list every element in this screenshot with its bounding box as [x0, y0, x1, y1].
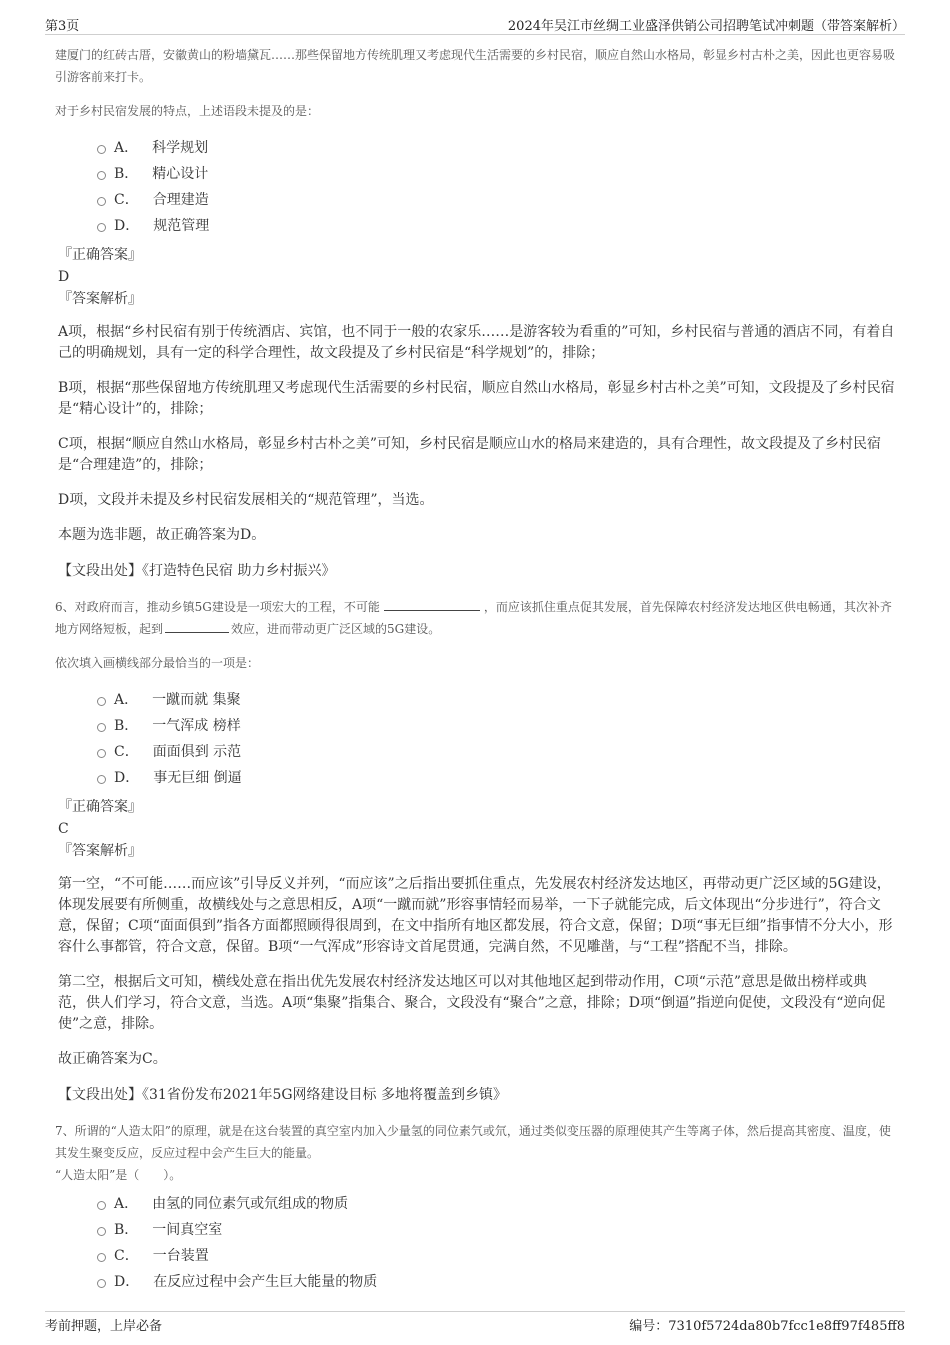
q6-analysis-label: 『答案解析』: [58, 843, 142, 859]
radio-icon[interactable]: [97, 197, 106, 206]
q6-stem: 6、对政府而言，推动乡镇5G建设是一项宏大的工程，不可能 ，而应该抓住重点促其发展，首先保障农村经济发达地区供电畅通，其次补齐地方网络短板，起到 效应，进而带动更广泛区域的5G建设。: [55, 596, 895, 640]
q5-options: [97, 134, 895, 238]
q5-option-a[interactable]: A． 科学规划: [97, 134, 895, 160]
q7-option-c[interactable]: C． 一台装置: [97, 1242, 895, 1268]
radio-icon[interactable]: [97, 1279, 106, 1288]
q6-option-d[interactable]: D． 事无巨细 倒逼: [97, 764, 895, 790]
radio-icon[interactable]: [97, 145, 106, 154]
q6-options: [97, 686, 895, 790]
document-title: 2024年吴江市丝绸工业盛泽供销公司招聘笔试冲刺题（带答案解析）: [507, 19, 905, 34]
q6-ask: 依次填入画横线部分最恰当的一项是：: [55, 656, 260, 670]
q7-option-a[interactable]: A． 由氢的同位素氕或氘组成的物质: [97, 1190, 895, 1216]
q5-analysis-c: C项，根据“顺应自然山水格局，彰显乡村古朴之美”可知，乡村民宿是顺应山水的格局来建造的，具有合理性，故文段提及了乡村民宿是“合理建造”的，排除；: [58, 436, 882, 473]
radio-icon[interactable]: [97, 223, 106, 232]
q5-option-c[interactable]: C． 合理建造: [97, 186, 895, 212]
page-header: [45, 14, 905, 35]
radio-icon[interactable]: [97, 1227, 106, 1236]
q6-answer: C: [58, 821, 69, 837]
q7-option-d[interactable]: D． 在反应过程中会产生巨大能量的物质: [97, 1268, 895, 1294]
radio-icon[interactable]: [97, 775, 106, 784]
radio-icon[interactable]: [97, 171, 106, 180]
q6-answer-label: 『正确答案』: [58, 799, 142, 815]
q5-analysis-d: D项，文段并未提及乡村民宿发展相关的“规范管理”，当选。: [58, 492, 434, 508]
q7-option-b[interactable]: B． 一间真空室: [97, 1216, 895, 1242]
radio-icon[interactable]: [97, 697, 106, 706]
q7-stem: 7、所谓的“人造太阳”的原理，就是在这台装置的真空室内加入少量氢的同位素氕或氘，通过类似变压器的原理使其产生等离子体，然后提高其密度、温度，使其发生聚变反应，反应过程中会产生巨大的能量。: [55, 1124, 891, 1160]
q5-option-d[interactable]: D． 规范管理: [97, 212, 895, 238]
radio-icon[interactable]: [97, 723, 106, 732]
radio-icon[interactable]: [97, 749, 106, 758]
q5-answer-label: 『正确答案』: [58, 247, 142, 263]
document-body: [55, 44, 895, 1300]
q5-conclusion: 本题为选非题，故正确答案为D。: [58, 527, 266, 543]
q7-options: [97, 1190, 895, 1294]
q6-option-b[interactable]: B． 一气浑成 榜样: [97, 712, 895, 738]
q6-option-a[interactable]: A． 一蹴而就 集聚: [97, 686, 895, 712]
q6-source: 【文段出处】《31省份发布2021年5G网络建设目标 多地将覆盖到乡镇》: [58, 1087, 507, 1103]
q5-answer: D: [58, 269, 70, 285]
q6-analysis-blank-1: 第一空，“不可能……而应该”引导反义并列，“而应该”之后指出要抓住重点，先发展农村经济发达地区，再带动更广泛区域的5G建设，体现发展要有所侧重，故横线处与之意思相反，A项“一蹴而就”形容事情轻而易举，一下子就能完成，后文体现出“分步进行”，符合文意，保留；C项“面面俱到”指各方面都照顾得很周到，在文中指所有地区都发展，符合文意，保留；D项“事无巨细”指事情不分大小，形容什么事都管，符合文意，保留。B项“一气浑成”形容诗文首尾贯通，完满自然，不见雕凿，与“工程”搭配不当，排除。: [58, 876, 893, 955]
document-code: 编号：7310f5724da80b7fcc1e8ff97f485ff8: [629, 1319, 905, 1334]
q5-source: 【文段出处】《打造特色民宿 助力乡村振兴》: [58, 563, 336, 579]
q5-passage: 建厦门的红砖古厝，安徽黄山的粉墙黛瓦……那些保留地方传统肌理又考虑现代生活需要的乡村民宿，顺应自然山水格局，彰显乡村古朴之美，因此也更容易吸引游客前来打卡。: [55, 48, 896, 84]
q5-option-b[interactable]: B． 精心设计: [97, 160, 895, 186]
footer-slogan: 考前押题，上岸必备: [45, 1319, 163, 1334]
q5-analysis-b: B项，根据“那些保留地方传统肌理又考虑现代生活需要的乡村民宿，顺应自然山水格局，彰显乡村古朴之美”可知，文段提及了乡村民宿是“精心设计”的，排除；: [58, 380, 895, 417]
q6-conclusion: 故正确答案为C。: [58, 1051, 167, 1067]
radio-icon[interactable]: [97, 1253, 106, 1262]
q5-stem: 对于乡村民宿发展的特点，上述语段未提及的是：: [55, 104, 320, 118]
q6-blank-1: [384, 596, 480, 611]
page-number: 第3页: [45, 19, 80, 34]
q7-ask: “人造太阳”是（ ）。: [55, 1168, 182, 1182]
page-footer: [45, 1311, 905, 1336]
q5-analysis-label: 『答案解析』: [58, 291, 142, 307]
radio-icon[interactable]: [97, 1201, 106, 1210]
q6-analysis-blank-2: 第二空，根据后文可知，横线处意在指出优先发展农村经济发达地区可以对其他地区起到带动作用，C项“示范”意思是做出榜样或典范，供人们学习，符合文意，当选。A项“集聚”指集合、聚合，文段没有“聚合”之意，排除；D项“倒逼”指逆向促使，文段没有“逆向促使”之意，排除。: [58, 974, 886, 1032]
q5-analysis-a: A项，根据“乡村民宿有别于传统酒店、宾馆，也不同于一般的农家乐……是游客较为看重的”可知，乡村民宿与普通的酒店不同，有着自己的明确规划，具有一定的科学合理性，故文段提及了乡村民宿是“科学规划”的，排除；: [58, 324, 895, 361]
q6-option-c[interactable]: C． 面面俱到 示范: [97, 738, 895, 764]
q6-blank-2: [165, 618, 229, 633]
